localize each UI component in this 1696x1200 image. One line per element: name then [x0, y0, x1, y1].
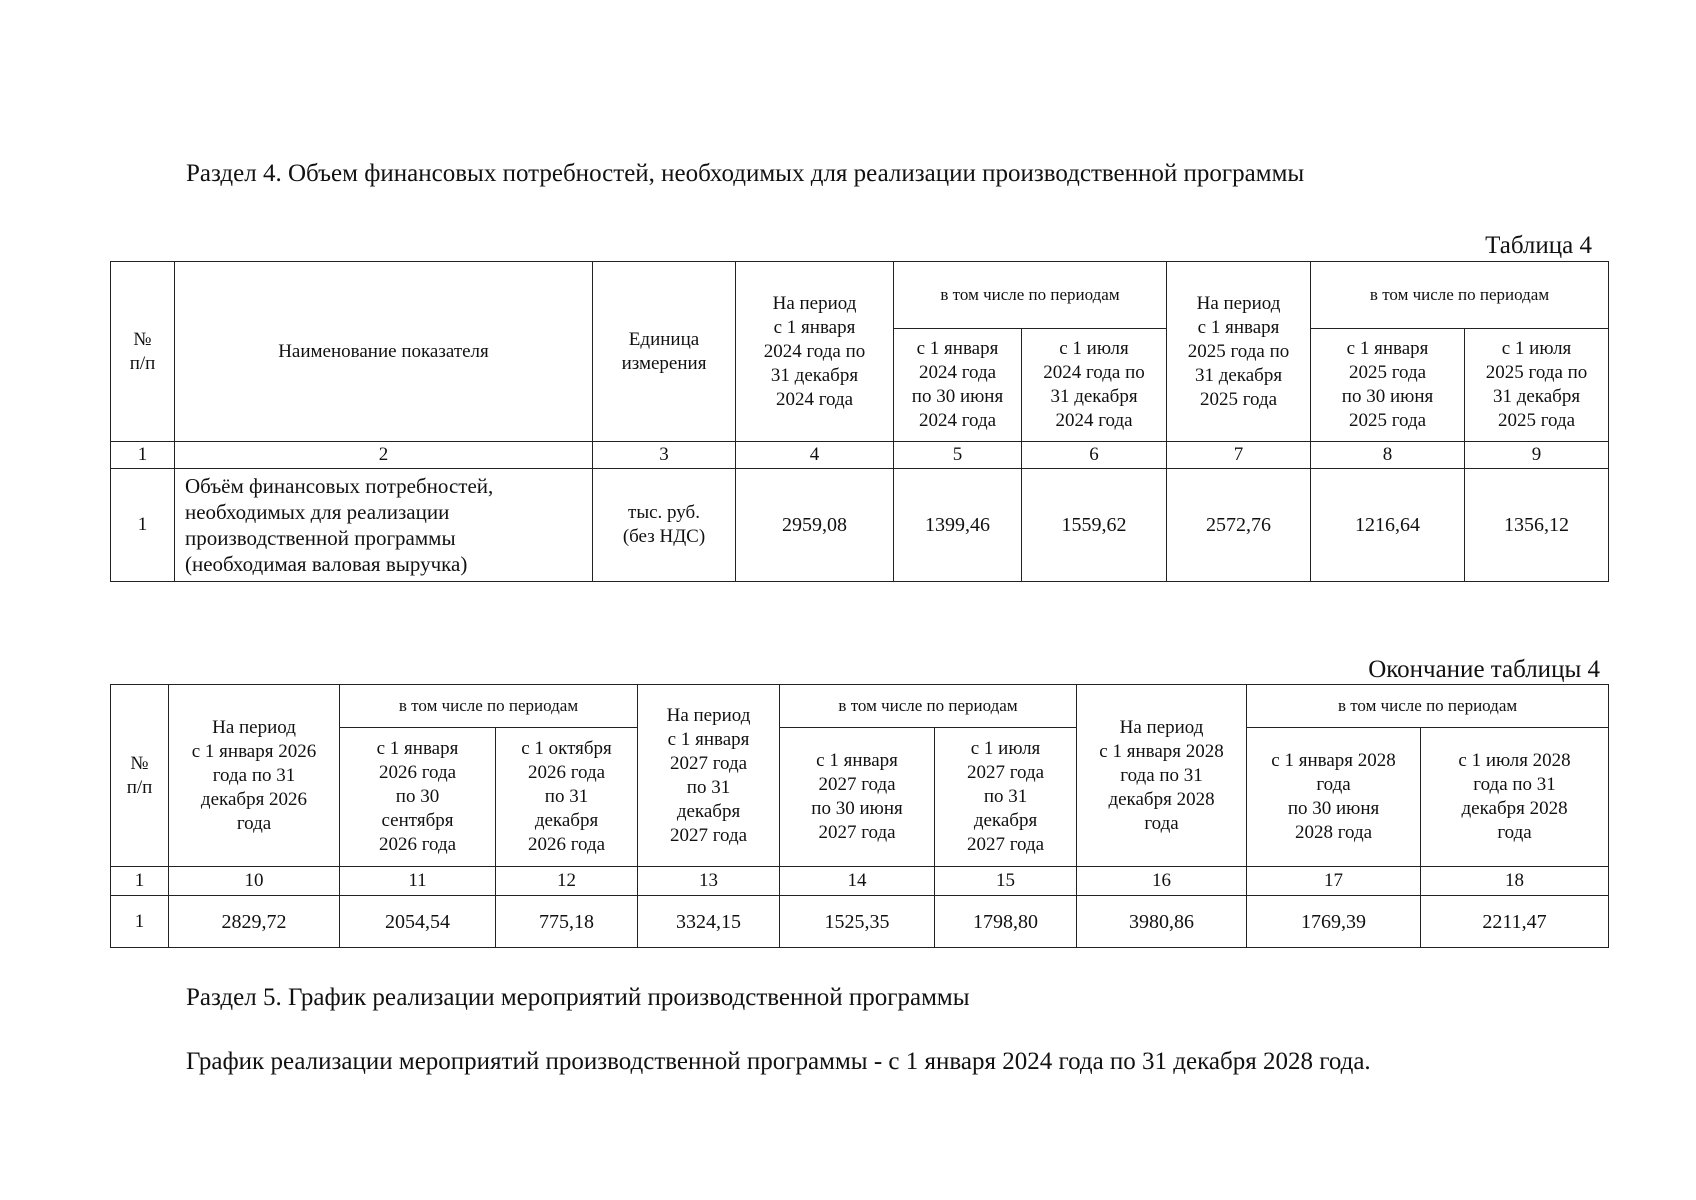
header-period-2027: На период с 1 января 2027 года по 31 декабря 2027 года: [638, 685, 780, 867]
col-number: 10: [169, 867, 340, 896]
value-period-2027: 3324,15: [638, 896, 780, 948]
value-h2-2027: 1798,80: [935, 896, 1077, 948]
header-part1-2026: с 1 января 2026 года по 30 сентября 2026 года: [340, 728, 496, 867]
table-4-caption: Таблица 4: [1485, 232, 1592, 259]
row-num: 1: [111, 896, 169, 948]
header-including-2025: в том числе по периодам: [1311, 262, 1609, 329]
value-period-2024: 2959,08: [736, 469, 894, 582]
col-number: 1: [111, 867, 169, 896]
value-h1-2025: 1216,64: [1311, 469, 1465, 582]
col-number: 4: [736, 442, 894, 469]
table-row: [111, 469, 1609, 582]
value-period-2028: 3980,86: [1077, 896, 1247, 948]
table-row: [111, 896, 1609, 948]
col-number: 16: [1077, 867, 1247, 896]
header-num: № п/п: [111, 262, 175, 442]
col-number: 1: [111, 442, 175, 469]
header-h1-2025: с 1 января 2025 года по 30 июня 2025 года: [1311, 329, 1465, 442]
header-including-2027: в том числе по периодам: [780, 685, 1077, 728]
col-number: 3: [593, 442, 736, 469]
header-h2-2027: с 1 июля 2027 года по 31 декабря 2027 года: [935, 728, 1077, 867]
header-period-2026: На период с 1 января 2026 года по 31 декабря 2026 года: [169, 685, 340, 867]
row-num: 1: [111, 469, 175, 582]
header-part2-2026: с 1 октября 2026 года по 31 декабря 2026 года: [496, 728, 638, 867]
header-h1-2027: с 1 января 2027 года по 30 июня 2027 года: [780, 728, 935, 867]
header-h2-2028: с 1 июля 2028 года по 31 декабря 2028 года: [1421, 728, 1609, 867]
col-number: 9: [1465, 442, 1609, 469]
row-indicator-name: Объём финансовых потребностей, необходимых для реализации производственной программы (необходимая валовая выручка): [175, 469, 593, 582]
col-number: 11: [340, 867, 496, 896]
value-part2-2026: 775,18: [496, 896, 638, 948]
value-h1-2024: 1399,46: [894, 469, 1022, 582]
col-number: 6: [1022, 442, 1167, 469]
header-including-2028: в том числе по периодам: [1247, 685, 1609, 728]
table-4-continuation-caption: Окончание таблицы 4: [1368, 656, 1600, 683]
header-period-2025: На период с 1 января 2025 года по 31 декабря 2025 года: [1167, 262, 1311, 442]
header-period-2028: На период с 1 января 2028 года по 31 декабря 2028 года: [1077, 685, 1247, 867]
header-h2-2024: с 1 июля 2024 года по 31 декабря 2024 года: [1022, 329, 1167, 442]
value-part1-2026: 2054,54: [340, 896, 496, 948]
col-number: 8: [1311, 442, 1465, 469]
header-including-2024: в том числе по периодам: [894, 262, 1167, 329]
header-unit: Единица измерения: [593, 262, 736, 442]
section-4-heading: Раздел 4. Объем финансовых потребностей, необходимых для реализации производственной программы: [186, 160, 1305, 187]
col-number: 17: [1247, 867, 1421, 896]
value-h1-2028: 1769,39: [1247, 896, 1421, 948]
header-including-2026: в том числе по периодам: [340, 685, 638, 728]
value-period-2026: 2829,72: [169, 896, 340, 948]
value-h2-2024: 1559,62: [1022, 469, 1167, 582]
header-h1-2028: с 1 января 2028 года по 30 июня 2028 года: [1247, 728, 1421, 867]
col-number: 2: [175, 442, 593, 469]
value-h2-2025: 1356,12: [1465, 469, 1609, 582]
row-unit: тыс. руб. (без НДС): [593, 469, 736, 582]
header-h1-2024: с 1 января 2024 года по 30 июня 2024 года: [894, 329, 1022, 442]
header-num: № п/п: [111, 685, 169, 867]
section-5-text: График реализации мероприятий производственной программы - с 1 января 2024 года по 31 декабря 2028 года.: [186, 1048, 1371, 1075]
table-4: [110, 261, 1609, 582]
col-number: 7: [1167, 442, 1311, 469]
header-h2-2025: с 1 июля 2025 года по 31 декабря 2025 года: [1465, 329, 1609, 442]
value-h1-2027: 1525,35: [780, 896, 935, 948]
col-number: 14: [780, 867, 935, 896]
col-number: 15: [935, 867, 1077, 896]
value-period-2025: 2572,76: [1167, 469, 1311, 582]
table-4-continuation: [110, 684, 1609, 948]
col-number: 13: [638, 867, 780, 896]
col-number: 5: [894, 442, 1022, 469]
col-number: 12: [496, 867, 638, 896]
col-number: 18: [1421, 867, 1609, 896]
section-5-heading: Раздел 5. График реализации мероприятий производственной программы: [186, 984, 970, 1011]
header-indicator-name: Наименование показателя: [175, 262, 593, 442]
value-h2-2028: 2211,47: [1421, 896, 1609, 948]
header-period-2024: На период с 1 января 2024 года по 31 декабря 2024 года: [736, 262, 894, 442]
